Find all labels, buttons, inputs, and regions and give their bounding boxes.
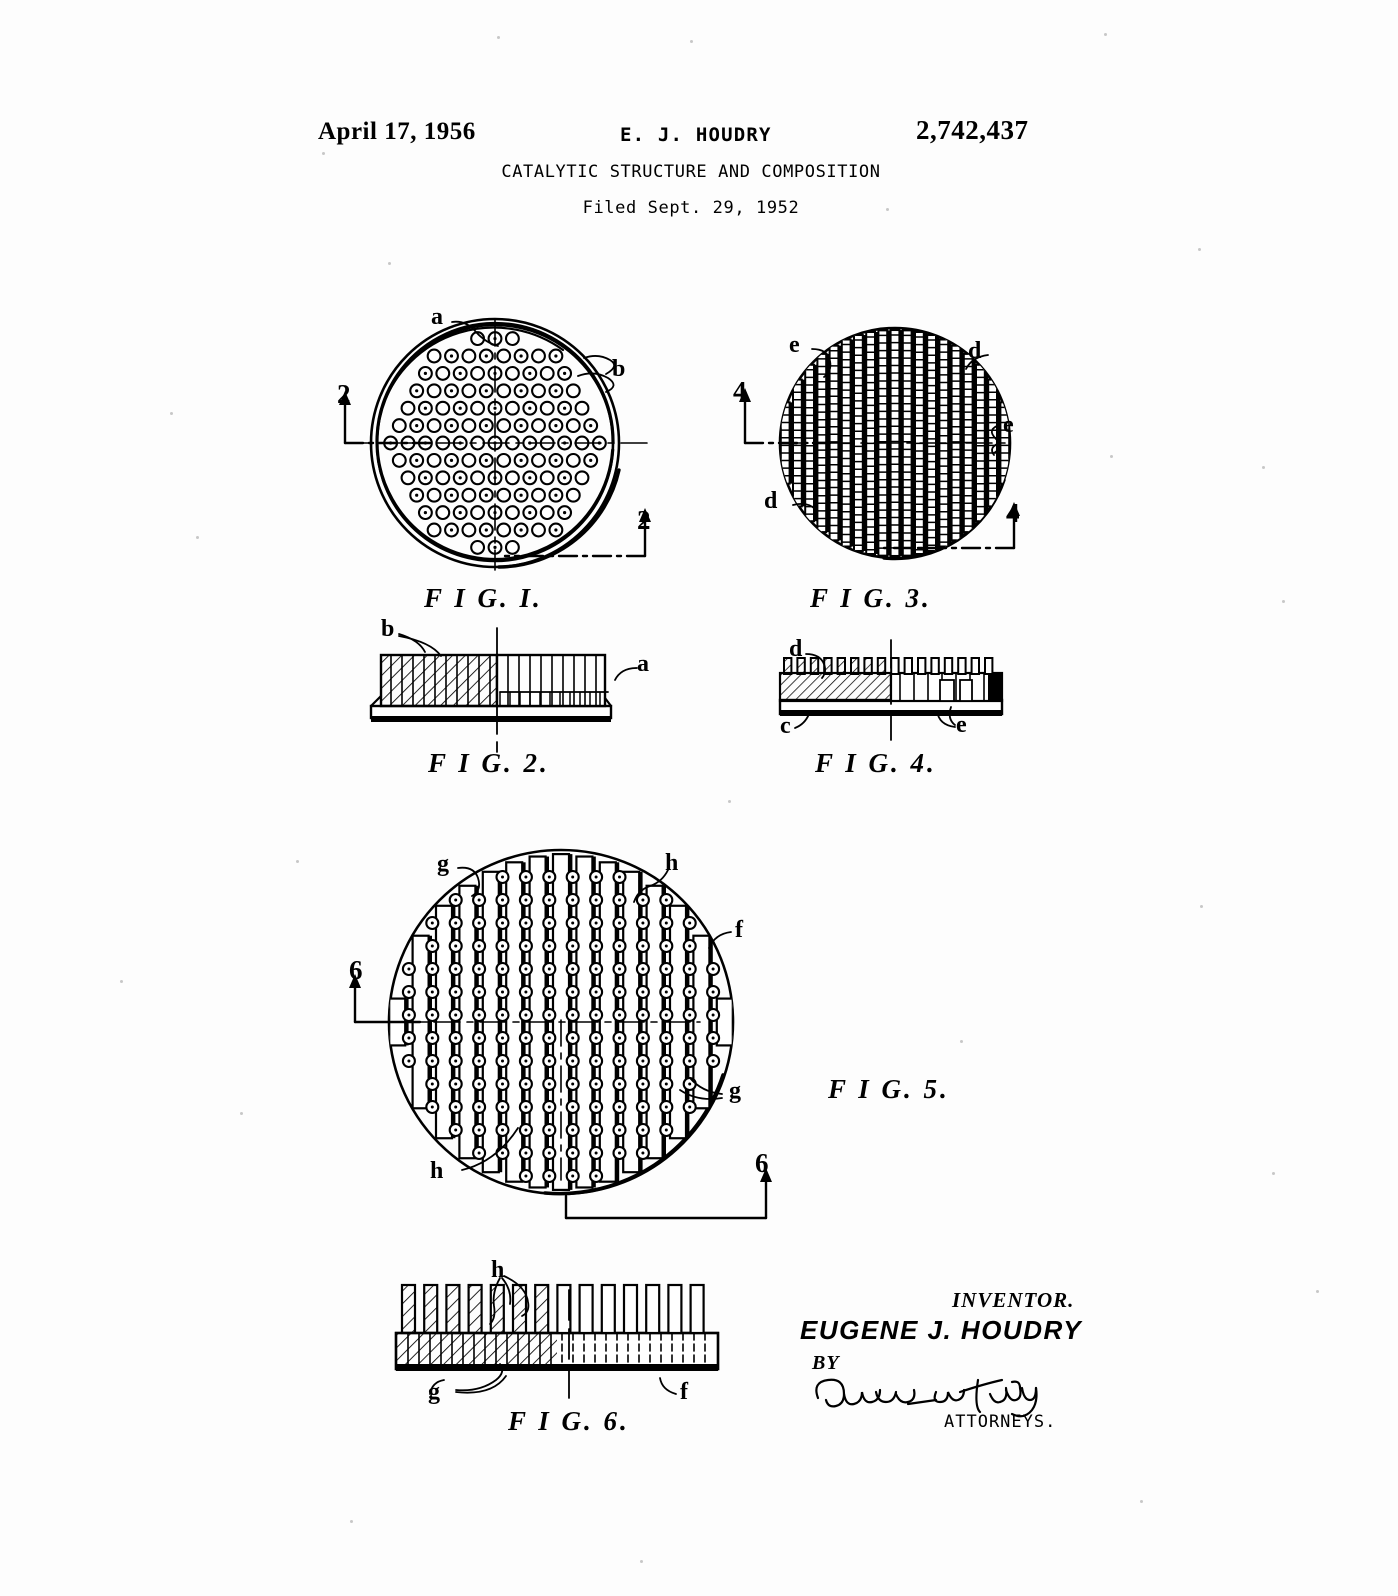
scan-speckle bbox=[196, 536, 199, 539]
scan-speckle bbox=[1200, 905, 1203, 908]
inventor-short: E. J. HOUDRY bbox=[620, 124, 772, 146]
scan-speckle bbox=[1140, 1500, 1143, 1503]
fig6-caption: F I G. 6. bbox=[508, 1406, 630, 1436]
fig6-ref-f: f bbox=[680, 1379, 688, 1405]
fig1-section-number-left: 2 bbox=[337, 379, 351, 409]
scan-speckle bbox=[240, 1112, 243, 1115]
scan-speckle bbox=[690, 40, 693, 43]
scan-speckle bbox=[120, 980, 123, 983]
scan-speckle bbox=[886, 208, 889, 211]
scan-speckle bbox=[296, 860, 299, 863]
inventor-name: EUGENE J. HOUDRY bbox=[800, 1315, 1083, 1345]
fig5-ref-h-bot: h bbox=[430, 1158, 444, 1184]
scan-speckle bbox=[497, 36, 500, 39]
fig5-section-number-left: 6 bbox=[349, 955, 363, 985]
fig1-ref-a: a bbox=[431, 304, 443, 330]
fig3-section-number-left: 4 bbox=[733, 376, 747, 406]
fig4-caption: F I G. 4. bbox=[815, 748, 937, 778]
fig5-ref-f: f bbox=[735, 917, 743, 943]
scan-speckle bbox=[1316, 1290, 1319, 1293]
fig1-ref-b: b bbox=[612, 356, 626, 382]
by-label: BY bbox=[812, 1352, 840, 1374]
fig2-ref-a: a bbox=[637, 651, 649, 677]
fig3-section-number-right: 4 bbox=[1006, 498, 1020, 528]
fig6-ref-h: h bbox=[491, 1257, 505, 1283]
fig4-ref-e: e bbox=[956, 712, 967, 738]
fig5-ref-g-bot: g bbox=[729, 1078, 741, 1104]
fig4-ref-c: c bbox=[780, 713, 791, 739]
scan-speckle bbox=[1282, 600, 1285, 603]
fig5-ref-g-top: g bbox=[437, 851, 449, 877]
fig3-ref-e-right: e bbox=[1003, 412, 1014, 438]
patent-number: 2,742,437 bbox=[916, 115, 1029, 145]
scan-speckle bbox=[350, 1520, 353, 1523]
scan-speckle bbox=[388, 262, 391, 265]
scan-speckle bbox=[640, 1560, 643, 1563]
fig4-drawing bbox=[780, 640, 1002, 748]
attorney-signature bbox=[816, 1380, 1036, 1416]
fig1-drawing bbox=[339, 319, 651, 570]
fig3-ref-d-bot: d bbox=[764, 488, 778, 514]
attorneys-label: ATTORNEYS. bbox=[944, 1412, 1057, 1432]
patent-title: CATALYTIC STRUCTURE AND COMPOSITION bbox=[501, 162, 881, 182]
fig3-caption: F I G. 3. bbox=[810, 583, 932, 613]
fig5-ref-h-top: h bbox=[665, 850, 679, 876]
fig2-caption: F I G. 2. bbox=[428, 748, 550, 778]
fig6-drawing bbox=[396, 1276, 718, 1400]
scan-speckle bbox=[1104, 33, 1107, 36]
fig5-section-number-right: 6 bbox=[755, 1148, 769, 1178]
scan-speckle bbox=[1272, 1172, 1275, 1175]
fig1-section-number-right: 2 bbox=[637, 505, 651, 535]
scan-speckle bbox=[1262, 466, 1265, 469]
fig1-caption: F I G. I. bbox=[424, 583, 543, 613]
issue-date: April 17, 1956 bbox=[318, 118, 476, 145]
scan-speckle bbox=[960, 1040, 963, 1043]
scan-speckle bbox=[728, 800, 731, 803]
filing-date: Filed Sept. 29, 1952 bbox=[582, 198, 800, 218]
fig5-caption: F I G. 5. bbox=[828, 1074, 950, 1104]
fig2-ref-b: b bbox=[381, 616, 395, 642]
scan-speckle bbox=[170, 412, 173, 415]
scan-speckle bbox=[1198, 248, 1201, 251]
fig5-drawing bbox=[349, 850, 772, 1218]
scan-speckle bbox=[1110, 455, 1113, 458]
fig3-ref-e-top: e bbox=[789, 332, 800, 358]
scan-speckle bbox=[322, 152, 325, 155]
fig2-drawing bbox=[371, 628, 637, 752]
inventor-label: INVENTOR. bbox=[952, 1288, 1075, 1312]
fig6-ref-g: g bbox=[428, 1379, 440, 1405]
fig3-ref-d-top: d bbox=[968, 338, 982, 364]
fig4-ref-d: d bbox=[789, 636, 803, 662]
